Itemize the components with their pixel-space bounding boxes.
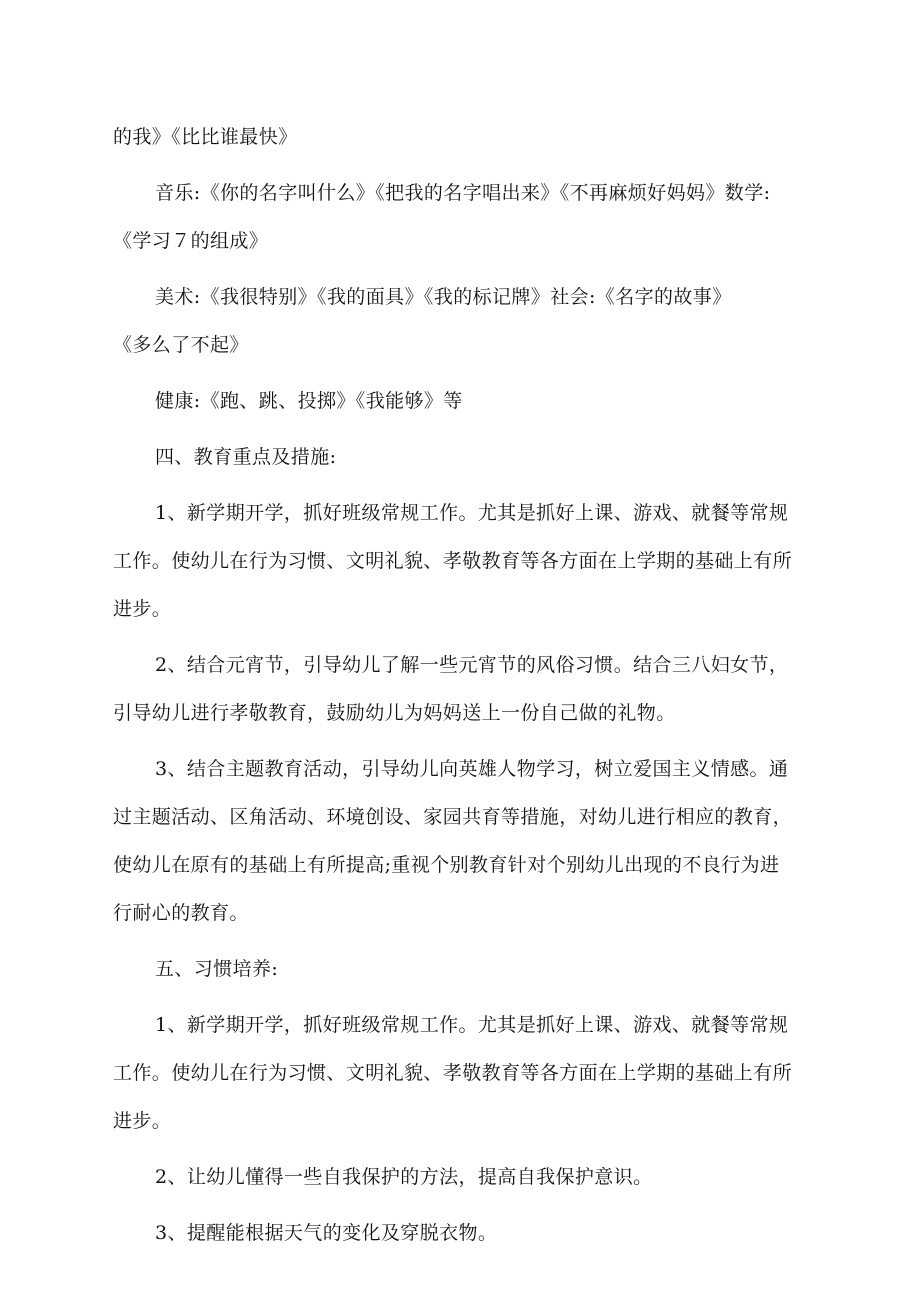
paragraph-health: 健康:《跑、跳、投掷》《我能够》等 — [155, 390, 463, 412]
section4-item-1 — [113, 489, 813, 633]
text-line: 工作。使幼儿在行为习惯、文明礼貌、孝敬教育等各方面在上学期的基础上有所 — [113, 550, 793, 572]
text-line: 1、新学期开学，抓好班级常规工作。尤其是抓好上课、游戏、就餐等常规 — [155, 1014, 789, 1036]
text-line: 引导幼儿进行孝敬教育，鼓励幼儿为妈妈送上一份自己做的礼物。 — [113, 702, 676, 724]
section5-item-2: 2、让幼儿懂得一些自我保护的方法，提高自我保护意识。 — [155, 1166, 653, 1188]
text-line: 使幼儿在原有的基础上有所提高;重视个别教育针对个别幼儿出现的不良行为进 — [113, 854, 780, 876]
text-line: 音乐:《你的名字叫什么》《把我的名字唱出来》《不再麻烦好妈妈》数学: — [155, 182, 771, 204]
text-line: 2、结合元宵节，引导幼儿了解一些元宵节的风俗习惯。结合三八妇女节， — [155, 654, 789, 676]
text-line: 进步。 — [113, 1110, 172, 1132]
text-line: 《多么了不起》 — [113, 334, 249, 356]
section5-item-1 — [113, 1001, 813, 1145]
text-line: 3、结合主题教育活动，引导幼儿向英雄人物学习，树立爱国主义情感。通 — [155, 758, 789, 780]
section5-item-3: 3、提醒能根据天气的变化及穿脱衣物。 — [155, 1222, 498, 1244]
text-line: 过主题活动、区角活动、环境创设、家园共育等措施，对幼儿进行相应的教育， — [113, 806, 793, 828]
text-line: 进步。 — [113, 598, 172, 620]
text-line: 行耐心的教育。 — [113, 902, 249, 924]
section-heading-5: 五、习惯培养: — [155, 958, 279, 980]
section4-item-2 — [113, 641, 813, 737]
section-heading-4: 四、教育重点及措施: — [155, 446, 337, 468]
text-line: 的我》《比比谁最快》 — [113, 126, 298, 148]
text-line: 《学习７的组成》 — [113, 230, 269, 252]
paragraph-music-math — [113, 169, 813, 265]
document-body — [113, 113, 813, 1257]
paragraph-art-society — [113, 273, 813, 369]
paragraph-continuation — [113, 113, 813, 161]
section4-item-3 — [113, 745, 813, 937]
text-line: 美术:《我很特别》《我的面具》《我的标记牌》社会:《名字的故事》 — [155, 286, 732, 308]
text-line: 工作。使幼儿在行为习惯、文明礼貌、孝敬教育等各方面在上学期的基础上有所 — [113, 1062, 793, 1084]
text-line: 1、新学期开学，抓好班级常规工作。尤其是抓好上课、游戏、就餐等常规 — [155, 502, 789, 524]
